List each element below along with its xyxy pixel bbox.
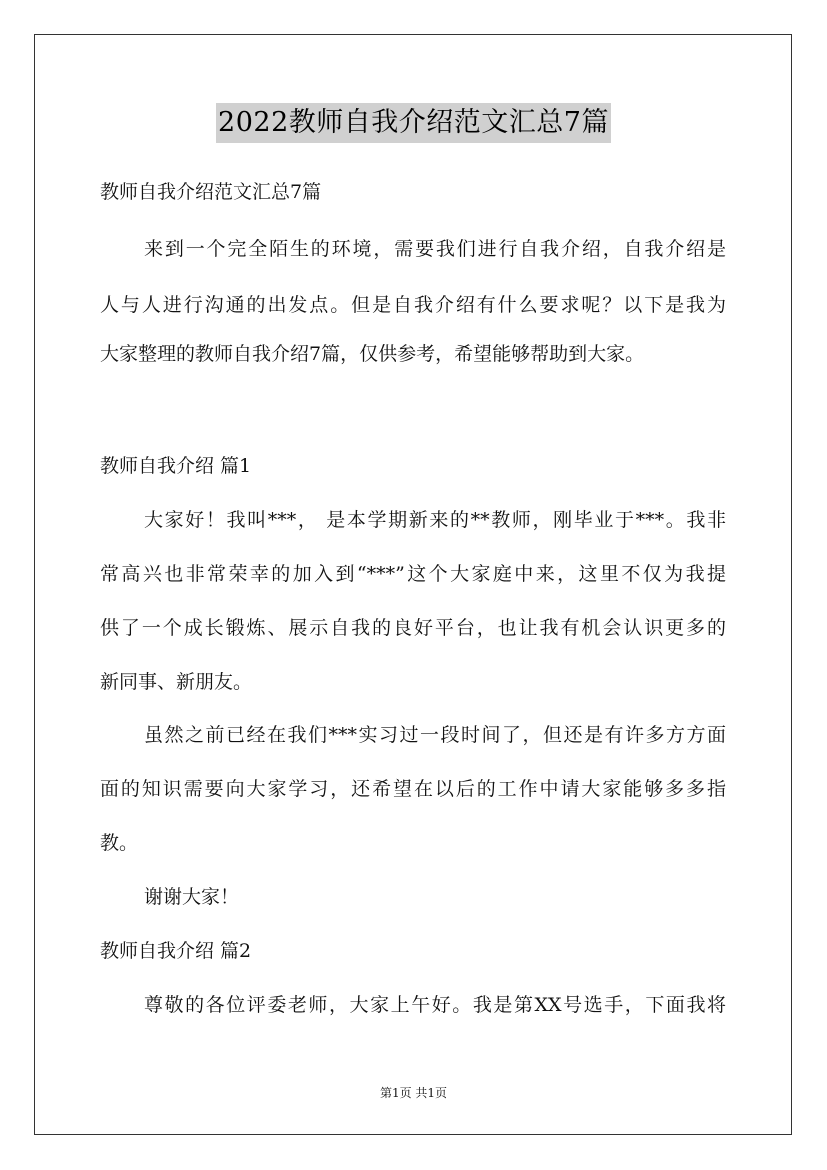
paragraph-line: 大家整理的教师自我介绍7篇，仅供参考，希望能够帮助到大家。 (100, 343, 645, 365)
paragraph-line: 大家好！我叫***， 是本学期新来的**教师，刚毕业于***。我非 (144, 509, 726, 531)
section-heading: 教师自我介绍 篇2 (100, 940, 252, 962)
page-footer: 第1页 共1页 (379, 1086, 448, 1100)
title-container (0, 103, 827, 143)
paragraph-line: 虽然之前已经在我们***实习过一段时间了，但还是有许多方方面 (144, 724, 726, 746)
subtitle-line: 教师自我介绍范文汇总7篇 (100, 181, 322, 203)
paragraph-line: 供了一个成长锻炼、展示自我的良好平台，也让我有机会认识更多的 (100, 617, 726, 639)
document-title: 2022教师自我介绍范文汇总7篇 (216, 103, 611, 143)
paragraph-line: 常高兴也非常荣幸的加入到“***”这个大家庭中来，这里不仅为我提 (100, 563, 726, 585)
paragraph-line: 谢谢大家！ (144, 886, 240, 908)
paragraph-line: 新同事、新朋友。 (100, 671, 253, 693)
paragraph-line: 人与人进行沟通的出发点。但是自我介绍有什么要求呢？以下是我为 (100, 294, 726, 316)
paragraph-line: 来到一个完全陌生的环境，需要我们进行自我介绍，自我介绍是 (144, 238, 726, 260)
paragraph-line: 尊敬的各位评委老师，大家上午好。我是第XX号选手，下面我将 (144, 994, 726, 1016)
paragraph-line: 教。 (100, 832, 139, 854)
paragraph-line: 面的知识需要向大家学习，还希望在以后的工作中请大家能够多多指 (100, 778, 726, 800)
section-heading: 教师自我介绍 篇1 (100, 455, 252, 477)
